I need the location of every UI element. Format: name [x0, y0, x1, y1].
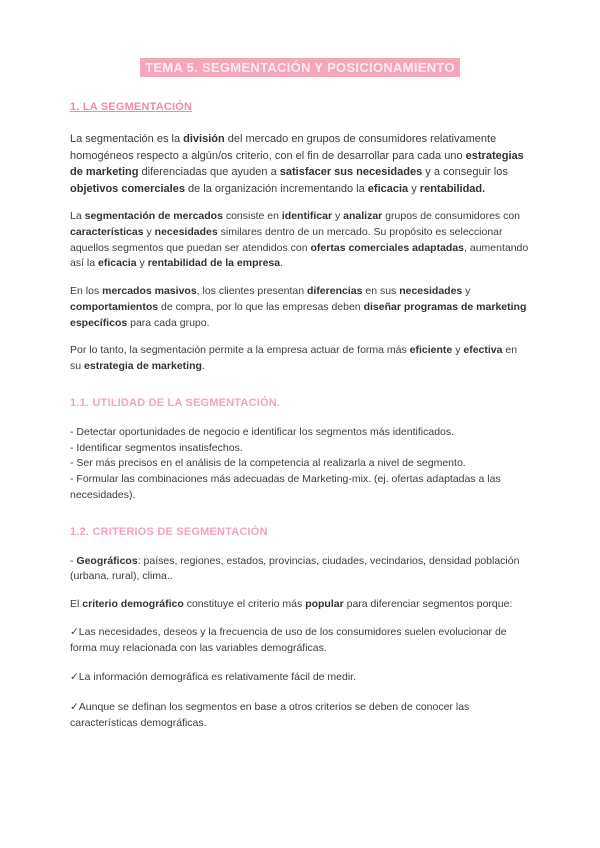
utility-list [70, 425, 530, 504]
paragraph-mercados-masivos: En los mercados masivos, los clientes presentan diferencias en sus necesidades y comportamientos de compra, por lo que las empresas deben diseñar programas de marketing específicos para cada grupo. [70, 285, 527, 329]
list-item: - Identificar segmentos insatisfechos. [70, 441, 243, 454]
list-item: - Detectar oportunidades de negocio e identificar los segmentos más identificados. [70, 425, 455, 438]
paragraph-criterio-demografico: El criterio demográfico constituye el criterio más popular para diferenciar segmentos porque: [70, 598, 513, 610]
paragraph-definition-segmentacion: La segmentación es la división del mercado en grupos de consumidores relativamente homogéneos respecto a algún/os criterio, con el fin de desarrollar para cada uno estrategias de marketing diferenciadas que ayuden a satisfacer sus necesidades y a conseguir los objetivos comerciales de la organización incrementando la eficacia y rentabilidad. [70, 133, 524, 195]
document-title [70, 60, 530, 75]
paragraph-geograficos: - Geográficos: países, regiones, estados, provincias, ciudades, vecindarios, densidad población (urbana, rural), clima.. [70, 554, 520, 583]
subsection-heading-utilidad: 1.1. UTILIDAD DE LA SEGMENTACIÓN. [70, 396, 281, 409]
subsection-heading-criterios: 1.2. CRITERIOS DE SEGMENTACIÓN [70, 525, 268, 538]
list-item: - Formular las combinaciones más adecuadas de Marketing-mix. (ej. ofertas adaptadas a las necesidades). [70, 473, 501, 501]
paragraph-check-informacion: ✓La información demográfica es relativamente fácil de medir. [70, 671, 357, 684]
list-item: - Ser más precisos en el análisis de la competencia al realizarla a nivel de segmento. [70, 457, 466, 470]
paragraph-check-otros-criterios: ✓Aunque se definan los segmentos en base a otros criterios se deben de conocer las características demográficas. [70, 701, 470, 729]
paragraph-segmentacion-mercados: La segmentación de mercados consiste en identificar y analizar grupos de consumidores con características y necesidades similares dentro de un mercado. Su propósito es seleccionar aquellos segmentos que puedan ser atendidos con ofertas comerciales adaptadas, aumentando así la eficacia y rentabilidad de la empresa. [70, 210, 529, 270]
document-title-highlight: TEMA 5. SEGMENTACIÓN Y POSICIONAMIENTO [140, 58, 460, 77]
paragraph-por-lo-tanto: Por lo tanto, la segmentación permite a la empresa actuar de forma más eficiente y efectiva en su estrategia de marketing. [70, 344, 518, 372]
paragraph-check-necesidades: ✓Las necesidades, deseos y la frecuencia de uso de los consumidores suelen evolucionar de forma muy relacionada con las variables demográficas. [70, 625, 507, 654]
section-heading-la-segmentacion: 1. LA SEGMENTACIÓN [70, 101, 193, 113]
